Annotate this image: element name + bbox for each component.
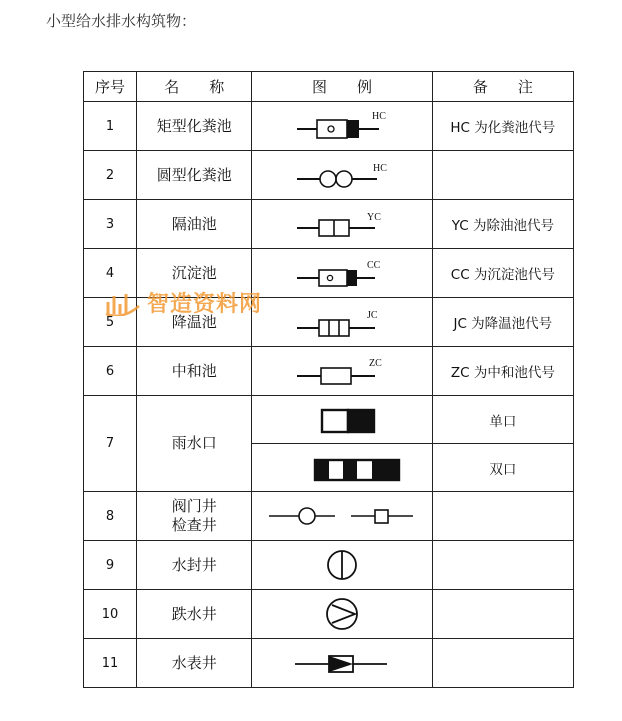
symbol-code: ZC xyxy=(369,358,382,369)
row-note xyxy=(432,541,573,590)
header-num: 序号 xyxy=(84,72,137,102)
cooling-tank-symbol xyxy=(252,298,432,347)
row-name: 沉淀池 xyxy=(137,249,252,298)
row-name: 隔油池 xyxy=(137,200,252,249)
neutralization-tank-symbol xyxy=(252,347,432,396)
table-row xyxy=(84,298,574,347)
row-name: 中和池 xyxy=(137,347,252,396)
watermark-text: 智造资料网 xyxy=(147,292,263,317)
grease-trap-symbol xyxy=(252,200,432,249)
table-row xyxy=(84,249,574,298)
row-name: 水表井 xyxy=(137,639,252,688)
row-num: 9 xyxy=(84,541,137,590)
symbol-code: YC xyxy=(367,212,381,223)
row-num: 10 xyxy=(84,590,137,639)
row-name: 矩型化粪池 xyxy=(137,102,252,151)
water-meter-well-symbol xyxy=(252,639,432,688)
row-note: CC 为沉淀池代号 xyxy=(432,249,573,298)
row-num: 4 xyxy=(84,249,137,298)
row-note: HC 为化粪池代号 xyxy=(432,102,573,151)
row-num: 5 xyxy=(84,298,137,347)
row-num: 11 xyxy=(84,639,137,688)
row-name: 圆型化粪池 xyxy=(137,151,252,200)
row-num: 7 xyxy=(84,396,137,492)
symbol-code: HC xyxy=(372,111,386,122)
row-num: 8 xyxy=(84,492,137,541)
drop-well-symbol xyxy=(252,590,432,639)
table-row xyxy=(84,396,574,444)
round-septic-tank-symbol xyxy=(252,151,432,200)
row-note xyxy=(432,590,573,639)
double-rain-inlet-symbol xyxy=(252,444,432,492)
table-row xyxy=(84,151,574,200)
table-row xyxy=(84,102,574,151)
row-note xyxy=(432,492,573,541)
row-num: 2 xyxy=(84,151,137,200)
symbol-table xyxy=(83,71,574,688)
water-seal-well-symbol xyxy=(252,541,432,590)
symbol-code: JC xyxy=(367,310,378,321)
row-name: 跌水井 xyxy=(137,590,252,639)
table-header-row xyxy=(84,72,574,102)
rect-septic-tank-symbol xyxy=(252,102,432,151)
row-note: 双口 xyxy=(432,444,573,492)
row-name: 降温池 xyxy=(137,298,252,347)
table-row xyxy=(84,541,574,590)
table-row xyxy=(84,347,574,396)
sedimentation-tank-symbol xyxy=(252,249,432,298)
symbol-code: HC xyxy=(373,163,387,174)
row-name-line-1: 阀门井 xyxy=(171,497,217,515)
valve-and-inspection-well-symbol xyxy=(252,492,432,541)
table-row xyxy=(84,639,574,688)
symbol-code: CC xyxy=(367,260,381,271)
row-name: 雨水口 xyxy=(137,396,252,492)
table-row xyxy=(84,492,574,541)
header-figure: 图 例 xyxy=(252,72,432,102)
row-note: ZC 为中和池代号 xyxy=(432,347,573,396)
header-name: 名 称 xyxy=(137,72,252,102)
row-note: YC 为除油池代号 xyxy=(432,200,573,249)
row-note: 单口 xyxy=(432,396,573,444)
single-rain-inlet-symbol xyxy=(252,396,432,444)
table-row xyxy=(84,590,574,639)
header-note: 备 注 xyxy=(432,72,573,102)
row-note xyxy=(432,639,573,688)
document-title: 小型给水排水构筑物： xyxy=(46,12,197,30)
row-name xyxy=(137,492,252,541)
row-num: 6 xyxy=(84,347,137,396)
row-name-line-2: 检查井 xyxy=(171,516,217,534)
row-name: 水封井 xyxy=(137,541,252,590)
row-num: 1 xyxy=(84,102,137,151)
row-num: 3 xyxy=(84,200,137,249)
row-note: JC 为降温池代号 xyxy=(432,298,573,347)
table-row xyxy=(84,200,574,249)
row-note xyxy=(432,151,573,200)
